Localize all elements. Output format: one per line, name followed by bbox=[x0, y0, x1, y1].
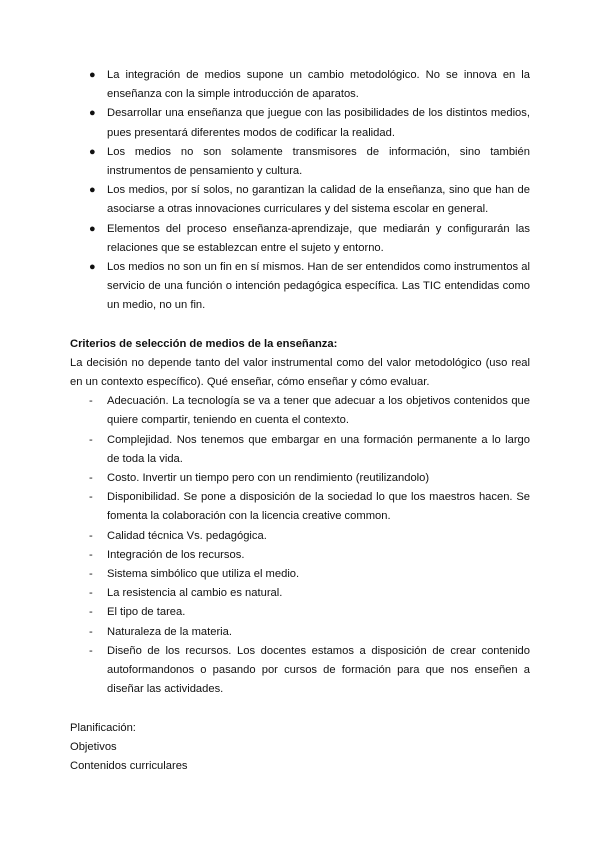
criteria-text: Disponibilidad. Se pone a disposición de la sociedad lo que los maestros hacen. Se fomenta la colaboración con la licencia creative common. bbox=[107, 491, 530, 523]
criteria-item bbox=[70, 527, 530, 546]
criteria-text: Complejidad. Nos tenemos que embargar en una formación permanente a lo largo de toda la vida. bbox=[107, 433, 530, 465]
criteria-text: Calidad técnica Vs. pedagógica. bbox=[107, 529, 267, 542]
bullet-text: Elementos del proceso enseñanza-aprendizaje, que mediarán y configurarán las relaciones que se establezcan entre el sujeto y entorno. bbox=[107, 222, 530, 254]
bullet-item bbox=[70, 220, 530, 258]
dash-marker: - bbox=[89, 625, 93, 638]
dash-marker: - bbox=[89, 395, 93, 408]
dash-marker: - bbox=[89, 472, 93, 485]
dash-marker: - bbox=[89, 587, 93, 600]
dash-marker: - bbox=[89, 606, 93, 619]
criteria-item bbox=[70, 392, 530, 430]
bullet-text: Los medios no son solamente transmisores de información, sino también instrumentos de pensamiento y cultura. bbox=[107, 145, 530, 178]
bullet-list bbox=[70, 66, 530, 316]
dash-marker: - bbox=[89, 568, 93, 581]
criteria-text: Integración de los recursos. bbox=[107, 548, 245, 561]
bullet-item bbox=[70, 104, 530, 142]
page-content bbox=[70, 66, 530, 776]
dash-marker: - bbox=[89, 548, 93, 561]
bullet-dot-icon: ● bbox=[89, 69, 96, 81]
criteria-item bbox=[70, 431, 530, 469]
curricular-contents-label: Contenidos curriculares bbox=[70, 759, 188, 772]
bullet-dot-icon: ● bbox=[89, 261, 96, 274]
dash-marker: - bbox=[89, 529, 93, 542]
bullet-item bbox=[70, 66, 530, 104]
criteria-text: Costo. Invertir un tiempo pero con un rendimiento (reutilizandolo) bbox=[107, 472, 430, 485]
planning-label: Planificación: bbox=[70, 721, 136, 734]
criteria-text: Naturaleza de la materia. bbox=[107, 625, 232, 638]
criteria-text: Diseño de los recursos. Los docentes estamos a disposición de crear contenido autoformandonos o pasando por cursos de formación para que nos enseñen a diseñar las actividades. bbox=[107, 644, 530, 696]
bullet-text: Los medios no son un fin en sí mismos. Han de ser entendidos como instrumentos al servicio de una función o intención pedagógica específica. Las TIC entendidas como un medio, no un fin. bbox=[107, 261, 530, 312]
criteria-item bbox=[70, 488, 530, 526]
bullet-item bbox=[70, 143, 530, 181]
criteria-item bbox=[70, 603, 530, 622]
dash-marker: - bbox=[89, 644, 93, 657]
criteria-text: Adecuación. La tecnología se va a tener que adecuar a los objetivos contenidos que quiere compartir, teniendo en cuenta el contexto. bbox=[107, 395, 530, 427]
bullet-dot-icon: ● bbox=[89, 145, 96, 158]
criteria-list bbox=[70, 392, 530, 699]
bullet-dot-icon: ● bbox=[89, 222, 96, 235]
criteria-intro: La decisión no depende tanto del valor instrumental como del valor metodológico (uso real en un contexto específico). Qué enseñar, cómo enseñar y cómo evaluar. bbox=[70, 356, 530, 389]
criteria-item bbox=[70, 623, 530, 642]
criteria-item bbox=[70, 565, 530, 584]
dash-marker: - bbox=[89, 491, 93, 504]
bullet-text: La integración de medios supone un cambio metodológico. No se innova en la enseñanza con la simple introducción de aparatos. bbox=[107, 69, 530, 101]
criteria-item bbox=[70, 584, 530, 603]
criteria-item bbox=[70, 469, 530, 488]
bullet-dot-icon: ● bbox=[89, 184, 96, 197]
criteria-text: El tipo de tarea. bbox=[107, 606, 186, 619]
bullet-text: Desarrollar una enseñanza que juegue con las posibilidades de los distintos medios, pues presentará diferentes modos de codificar la realidad. bbox=[107, 107, 530, 139]
bullet-item bbox=[70, 258, 530, 316]
spacer bbox=[70, 700, 530, 719]
criteria-text: Sistema simbólico que utiliza el medio. bbox=[107, 568, 300, 581]
spacer bbox=[70, 316, 530, 335]
criteria-item bbox=[70, 642, 530, 700]
criteria-item bbox=[70, 546, 530, 565]
bullet-item bbox=[70, 181, 530, 219]
dash-marker: - bbox=[89, 433, 93, 446]
bullet-text: Los medios, por sí solos, no garantizan la calidad de la enseñanza, sino que han de asociarse a otras innovaciones curriculares y del sistema escolar en general. bbox=[107, 184, 530, 216]
bullet-dot-icon: ● bbox=[89, 107, 96, 120]
criteria-heading: Criterios de selección de medios de la enseñanza: bbox=[70, 337, 338, 350]
criteria-text: La resistencia al cambio es natural. bbox=[107, 587, 283, 600]
objectives-label: Objetivos bbox=[70, 740, 117, 753]
